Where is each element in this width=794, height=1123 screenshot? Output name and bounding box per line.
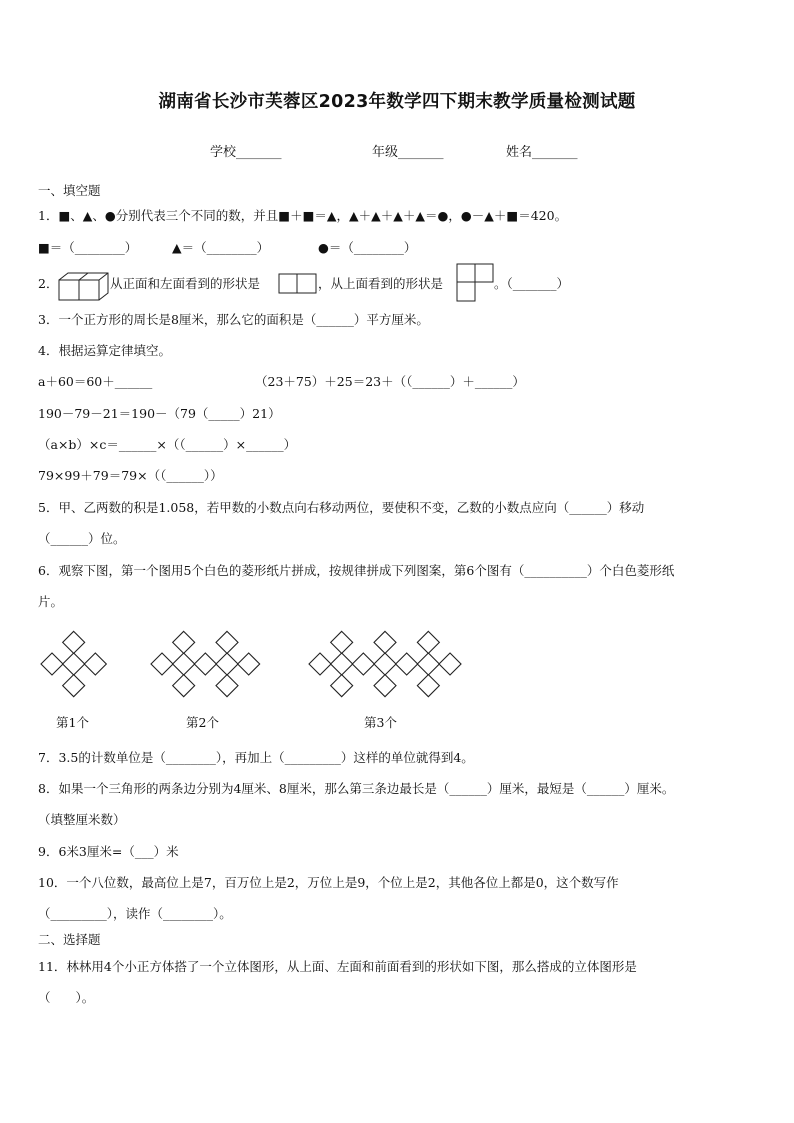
q1-triangle-answer: ▲＝（________） bbox=[172, 240, 270, 255]
diamond-tile bbox=[216, 653, 238, 675]
q2-number: 2． bbox=[38, 276, 59, 291]
question-11-line-2: （ ）。 bbox=[38, 990, 95, 1005]
q2-text-top: ，从上面看到的形状是 bbox=[318, 276, 444, 291]
q4-line-4: 79×99＋79＝79×（（______）） bbox=[38, 468, 223, 483]
question-5-line-1: 5．甲、乙两数的积是1.058，若甲数的小数点向右移动两位，要使积不变，乙数的小数点应向（______）移动 bbox=[38, 500, 645, 515]
section-fill-blank: 一、填空题 bbox=[38, 183, 101, 198]
diamond-pattern-2 bbox=[150, 628, 270, 700]
cubes-figure bbox=[58, 272, 110, 302]
diamond-tile bbox=[216, 675, 238, 697]
diamond-tile bbox=[216, 631, 238, 653]
caption-figure-2: 第2个 bbox=[186, 715, 219, 730]
question-3: 3．一个正方形的周长是8厘米，那么它的面积是（______）平方厘米。 bbox=[38, 312, 429, 327]
q1-square-answer: ■＝（________） bbox=[38, 240, 138, 255]
question-8-line-1: 8．如果一个三角形的两条边分别为4厘米、8厘米，那么第三条边最长是（______）厘米，最短是（______）厘米。 bbox=[38, 781, 675, 796]
diamond-tile bbox=[173, 631, 195, 653]
diamond-tile bbox=[84, 653, 106, 675]
diamond-tile bbox=[63, 631, 85, 653]
q4-line-1a: a＋60＝60＋______ bbox=[38, 374, 153, 389]
caption-figure-1: 第1个 bbox=[56, 715, 89, 730]
diamond-tile bbox=[374, 631, 396, 653]
q1-circle-answer: ●＝（________） bbox=[318, 240, 417, 255]
question-10-line-2: （_________），读作（________）。 bbox=[38, 906, 232, 921]
name-field: 姓名_______ bbox=[506, 145, 578, 160]
diamond-tile bbox=[331, 653, 353, 675]
diamond-tile bbox=[63, 653, 85, 675]
diamond-tile bbox=[331, 631, 353, 653]
question-9: 9．6米3厘米=（___）米 bbox=[38, 844, 179, 859]
section-multiple-choice: 二、选择题 bbox=[38, 932, 101, 947]
question-4-head: 4．根据运算定律填空。 bbox=[38, 343, 171, 358]
question-6-line-1: 6．观察下图，第一个图用5个白色的菱形纸片拼成，按规律拼成下列图案，第6个图有（__________）个白色菱形纸 bbox=[38, 563, 675, 578]
grade-field: 年级_______ bbox=[372, 145, 444, 160]
diamond-tile bbox=[238, 653, 260, 675]
question-11-line-1: 11．林林用4个小正方体搭了一个立体图形，从上面、左面和前面看到的形状如下图，那么搭成的立体图形是 bbox=[38, 959, 637, 974]
school-field: 学校_______ bbox=[210, 145, 282, 160]
diamond-tile bbox=[374, 653, 396, 675]
diamond-tile bbox=[417, 631, 439, 653]
diamond-tile bbox=[41, 653, 63, 675]
diamond-tile bbox=[417, 675, 439, 697]
page-title: 湖南省长沙市芙蓉区2023年数学四下期末教学质量检测试题 bbox=[158, 92, 636, 112]
diamond-tile bbox=[439, 653, 461, 675]
caption-figure-3: 第3个 bbox=[364, 715, 397, 730]
diamond-tile bbox=[309, 653, 331, 675]
diamond-tile bbox=[173, 675, 195, 697]
question-7: 7．3.5的计数单位是（________），再加上（_________）这样的单位就得到4。 bbox=[38, 750, 474, 765]
question-6-line-2: 片。 bbox=[38, 594, 64, 609]
diamond-tile bbox=[331, 675, 353, 697]
question-5-line-2: （______）位。 bbox=[38, 531, 126, 546]
q4-line-1b: （23＋75）＋25＝23＋（（______）＋______） bbox=[255, 374, 525, 389]
question-10-line-1: 10．一个八位数，最高位上是7，百万位上是2，万位上是9，个位上是2，其他各位上都是0，这个数写作 bbox=[38, 875, 619, 890]
diamond-pattern-1 bbox=[40, 628, 112, 700]
q4-line-2: 190－79－21＝190－（79（_____）21） bbox=[38, 406, 281, 421]
diamond-tile bbox=[396, 653, 418, 675]
question-8-line-2: （填整厘米数） bbox=[38, 812, 126, 827]
diamond-tile bbox=[173, 653, 195, 675]
diamond-pattern-3 bbox=[308, 628, 470, 700]
question-1: 1．■、▲、●分别代表三个不同的数，并且■＋■＝▲，▲＋▲＋▲＋▲＝●，●－▲＋■＝420。 bbox=[38, 208, 568, 223]
front-view-figure bbox=[278, 273, 318, 295]
top-view-figure bbox=[456, 263, 494, 303]
diamond-tile bbox=[374, 675, 396, 697]
diamond-tile bbox=[417, 653, 439, 675]
diamond-tile bbox=[194, 653, 216, 675]
diamond-tile bbox=[352, 653, 374, 675]
q2-text-front: 从正面和左面看到的形状是 bbox=[110, 276, 261, 291]
diamond-tile bbox=[151, 653, 173, 675]
q4-line-3: （a×b）×c＝______×（（______）×______） bbox=[38, 437, 297, 452]
q2-answer: 。（_______） bbox=[494, 276, 570, 291]
diamond-tile bbox=[63, 675, 85, 697]
